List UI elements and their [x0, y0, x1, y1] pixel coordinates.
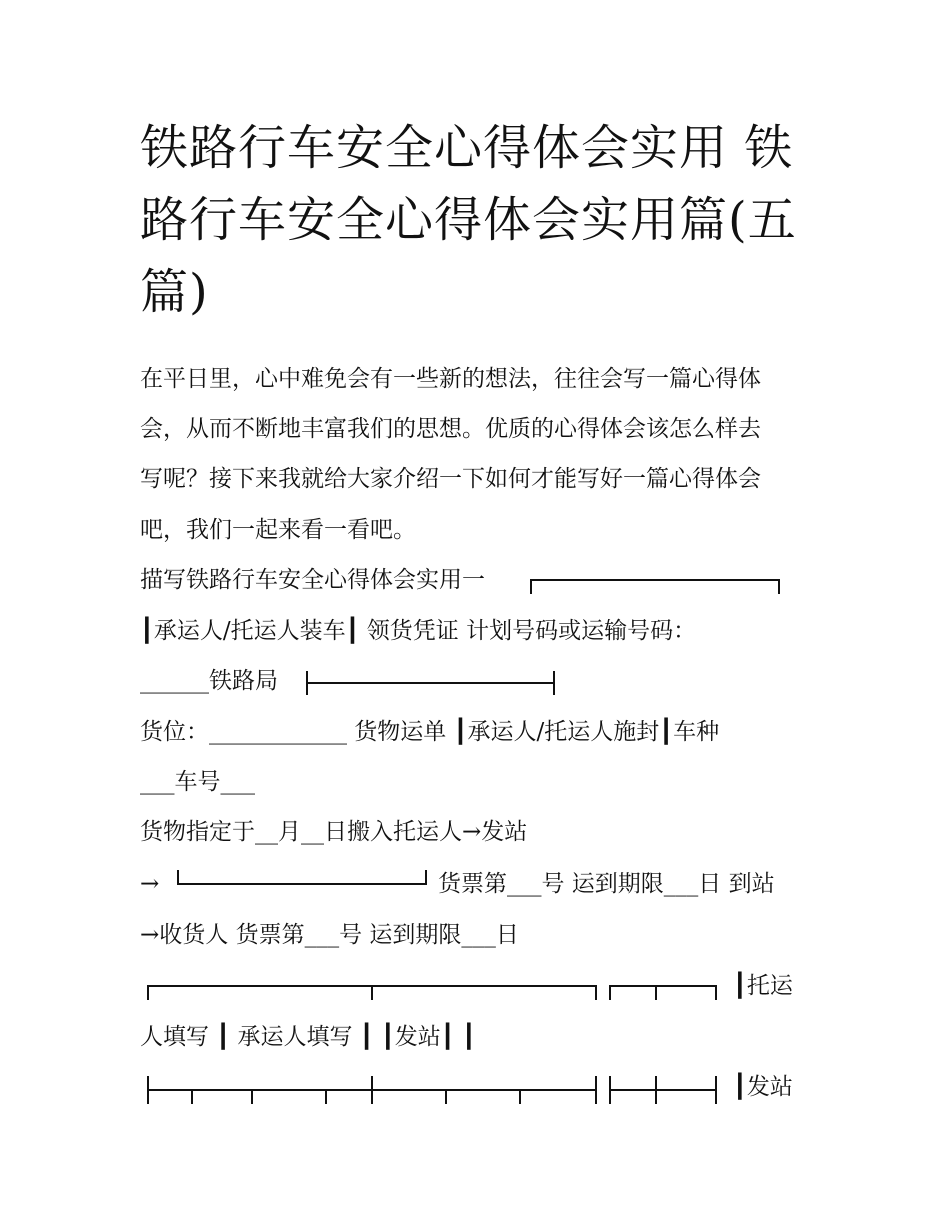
intro-line-3: 写呢？接下来我就给大家介绍一下如何才能写好一篇心得体会	[140, 466, 761, 492]
table-top-border	[140, 978, 730, 1004]
form-line-4: ___车号___	[140, 769, 255, 795]
intro-line-4: 吧，我们一起来看一看吧。	[140, 517, 416, 543]
form-divider	[302, 669, 560, 697]
form-line-8: ┃托运	[733, 973, 793, 999]
form-line-9: 人填写 ┃ 承运人填写 ┃ ┃发站┃ ┃	[140, 1024, 476, 1050]
form-line-6-arrow: →	[140, 871, 160, 897]
form-line-6: 货票第___号 运到期限___日 到站	[438, 871, 775, 897]
form-line-7: →收货人 货票第___号 运到期限___日	[140, 922, 519, 948]
document-title: 铁路行车安全心得体会实用 铁路行车安全心得体会实用篇(五篇)	[140, 120, 797, 320]
form-line-2: ______铁路局	[140, 668, 278, 694]
form-bottom-border	[172, 868, 432, 890]
form-line-3: 货位：____________ 货物运单 ┃承运人/托运人施封┃车种	[140, 719, 720, 745]
form-top-border	[528, 572, 784, 596]
form-line-5: 货物指定于__月__日搬入托运人→发站	[140, 819, 528, 845]
section-heading: 描写铁路行车安全心得体会实用一	[140, 567, 485, 593]
form-line-1: ┃承运人/托运人装车┃ 领货凭证 计划号码或运输号码：	[140, 618, 697, 644]
form-line-10: ┃发站	[733, 1074, 793, 1100]
intro-line-2: 会，从而不断地丰富我们的思想。优质的心得体会该怎么样去	[140, 416, 761, 442]
intro-line-1: 在平日里，心中难免会有一些新的想法，往往会写一篇心得体	[140, 366, 761, 392]
table-middle-border	[140, 1074, 730, 1108]
